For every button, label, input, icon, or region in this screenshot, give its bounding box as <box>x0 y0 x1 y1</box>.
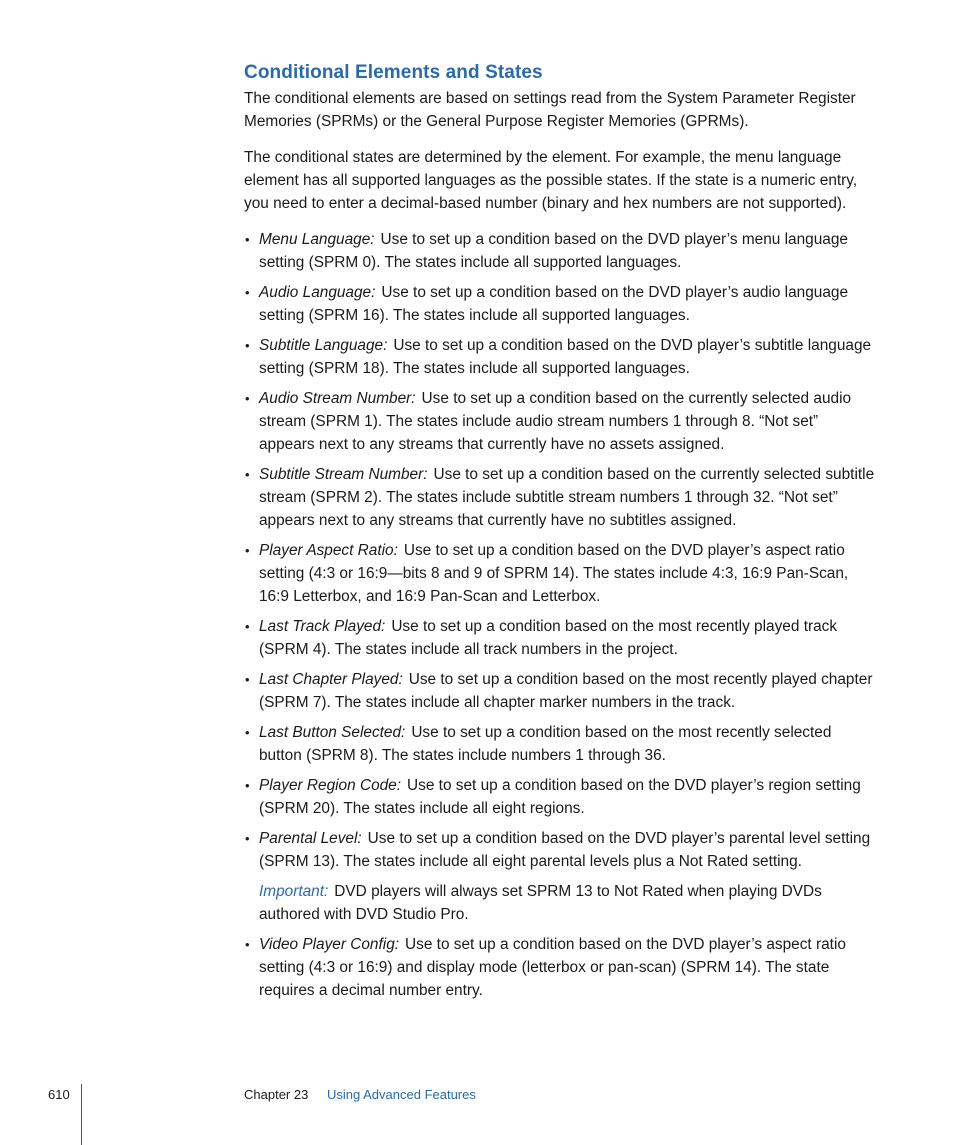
bullet-icon: • <box>245 391 250 406</box>
chapter-title: Using Advanced Features <box>327 1087 476 1102</box>
important-note <box>244 880 876 926</box>
bullet-icon: • <box>245 467 250 482</box>
section-title: Conditional Elements and States <box>244 62 543 83</box>
bullet-icon: • <box>245 285 250 300</box>
page-content <box>244 62 876 1009</box>
item-description: Use to set up a condition based on the DVD player’s menu language setting (SPRM 0). The states include all supported languages. <box>259 231 848 271</box>
term-label: Last Button Selected: <box>259 724 406 741</box>
item-description: Use to set up a condition based on the DVD player’s region setting (SPRM 20). The states include all eight regions. <box>259 777 861 817</box>
bullet-icon: • <box>245 672 250 687</box>
item-description: Use to set up a condition based on the currently selected subtitle stream (SPRM 2). The states include subtitle stream numbers 1 through 32. “Not set” appears next to any streams that currently have no subtitles assigned. <box>259 466 875 529</box>
term-label: Menu Language: <box>259 231 375 248</box>
list-item-last-chapter-played <box>244 668 876 714</box>
intro-paragraph: The conditional elements are based on settings read from the System Parameter Register Memories (SPRMs) or the General Purpose Register Memories (GPRMs). <box>244 90 856 130</box>
list-item-parental-level <box>244 827 876 873</box>
term-label: Video Player Config: <box>259 936 400 953</box>
footer-divider <box>81 1084 82 1145</box>
term-label: Player Region Code: <box>259 777 402 794</box>
chapter-label: Chapter 23 <box>244 1087 309 1102</box>
note-label: Important: <box>259 883 329 900</box>
term-label: Player Aspect Ratio: <box>259 542 398 559</box>
term-label: Last Track Played: <box>259 618 386 635</box>
bullet-icon: • <box>245 937 250 952</box>
element-list <box>244 228 876 873</box>
list-item-video-player-config <box>244 933 876 1002</box>
item-description: Use to set up a condition based on the most recently played chapter (SPRM 7). The states include all chapter marker numbers in the track. <box>259 671 873 711</box>
list-item-subtitle-stream-number <box>244 463 876 532</box>
list-item-last-button-selected <box>244 721 876 767</box>
bullet-icon: • <box>245 619 250 634</box>
list-item-last-track-played <box>244 615 876 661</box>
list-item-player-region-code <box>244 774 876 820</box>
list-item-audio-language <box>244 281 876 327</box>
page-number: 610 <box>48 1087 70 1102</box>
term-label: Subtitle Stream Number: <box>259 466 428 483</box>
note-text: DVD players will always set SPRM 13 to Not Rated when playing DVDs authored with DVD Studio Pro. <box>259 883 822 923</box>
term-label: Subtitle Language: <box>259 337 388 354</box>
list-item-subtitle-language <box>244 334 876 380</box>
term-label: Audio Language: <box>259 284 376 301</box>
term-label: Audio Stream Number: <box>259 390 416 407</box>
states-paragraph: The conditional states are determined by the element. For example, the menu language element has all supported languages as the possible states. If the state is a numeric entry, you need to enter a decimal-based number (binary and hex numbers are not supported). <box>244 149 858 212</box>
item-description: Use to set up a condition based on the DVD player’s aspect ratio setting (4:3 or 16:9—bits 8 and 9 of SPRM 14). The states include 4:3, 16:9 Pan-Scan, 16:9 Letterbox, and 16:9 Pan-Scan and Letterbox. <box>259 542 849 605</box>
list-item-player-aspect-ratio <box>244 539 876 608</box>
item-description: Use to set up a condition based on the DVD player’s parental level setting (SPRM 13). The states include all eight parental levels plus a Not Rated setting. <box>259 830 871 870</box>
term-label: Parental Level: <box>259 830 362 847</box>
term-label: Last Chapter Played: <box>259 671 403 688</box>
bullet-icon: • <box>245 232 250 247</box>
item-description: Use to set up a condition based on the DVD player’s subtitle language setting (SPRM 18). The states include all supported languages. <box>259 337 872 377</box>
bullet-icon: • <box>245 831 250 846</box>
item-description: Use to set up a condition based on the currently selected audio stream (SPRM 1). The states include audio stream numbers 1 through 8. “Not set” appears next to any streams that currently have no assets assigned. <box>259 390 852 453</box>
bullet-icon: • <box>245 338 250 353</box>
item-description: Use to set up a condition based on the DVD player’s aspect ratio setting (4:3 or 16:9) and display mode (letterbox or pan-scan) (SPRM 14). The state requires a decimal number entry. <box>259 936 846 999</box>
item-description: Use to set up a condition based on the most recently played track (SPRM 4). The states include all track numbers in the project. <box>259 618 838 658</box>
bullet-icon: • <box>245 543 250 558</box>
item-description: Use to set up a condition based on the DVD player’s audio language setting (SPRM 16). The states include all supported languages. <box>259 284 849 324</box>
bullet-icon: • <box>245 778 250 793</box>
list-item-menu-language <box>244 228 876 274</box>
item-description: Use to set up a condition based on the most recently selected button (SPRM 8). The states include numbers 1 through 36. <box>259 724 832 764</box>
bullet-icon: • <box>245 725 250 740</box>
element-list-continued <box>244 933 876 1002</box>
list-item-audio-stream-number <box>244 387 876 456</box>
